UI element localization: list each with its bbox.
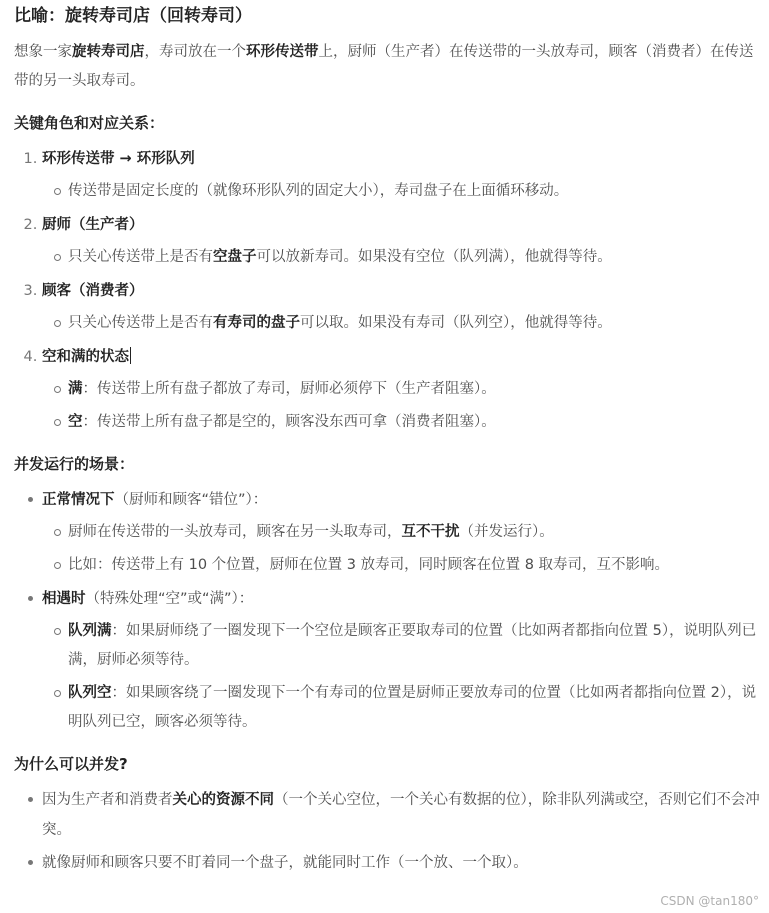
sub-text: 可以放新寿司。如果没有空位（队列满），他就得等待。	[256, 249, 612, 265]
page-title: 比喻：旋转寿司店（回转寿司）	[14, 6, 252, 26]
sub-list-item	[68, 617, 764, 675]
reason-list	[14, 785, 764, 878]
sub-list-item	[68, 375, 764, 404]
list-text: （一个关心空位，一个关心有数据的位），除非队列满或空，否则它们不会冲突。	[42, 792, 760, 838]
intro-text: 上，厨师（生产者）在传送带的一头放寿司，顾客（消费者）在传送带的另一头取寿司。	[14, 44, 754, 89]
section-heading-roles: 关键角色和对应关系：	[14, 114, 165, 132]
sub-list-item	[68, 408, 764, 437]
list-item	[42, 584, 764, 737]
sub-list-item	[68, 551, 764, 580]
text-cursor	[130, 347, 131, 364]
list-item	[42, 342, 764, 437]
list-item-title: 正常情况下	[42, 492, 115, 508]
sub-text: （并发运行）。	[459, 524, 554, 540]
list-item-title: 顾客（消费者）	[42, 283, 144, 299]
sub-bold: 空	[68, 414, 83, 430]
list-item	[42, 785, 764, 845]
roles-list	[14, 144, 764, 437]
list-item	[42, 485, 764, 580]
sub-bold: 空盘子	[213, 249, 257, 265]
list-item	[42, 210, 764, 272]
sub-list-item	[68, 243, 764, 272]
sub-text: ：传送带上所有盘子都放了寿司，厨师必须停下（生产者阻塞）。	[82, 381, 496, 397]
sub-list-item	[68, 679, 764, 737]
scenario-list	[14, 485, 764, 737]
article	[14, 0, 764, 878]
sub-list	[42, 617, 764, 737]
list-item-title: 环形传送带 → 环形队列	[42, 151, 195, 167]
intro-text: ，寿司放在一个	[144, 44, 246, 60]
sub-text: 传送带是固定长度的（就像环形队列的固定大小），寿司盘子在上面循环移动。	[68, 183, 569, 199]
watermark: CSDN @tan180°	[660, 894, 759, 908]
section-heading-concurrency: 并发运行的场景：	[14, 455, 135, 473]
list-item-note: （厨师和顾客“错位”）：	[114, 492, 268, 508]
sub-text: ：传送带上所有盘子都是空的，顾客没东西可拿（消费者阻塞）。	[82, 414, 496, 430]
list-text: 就像厨师和顾客只要不盯着同一个盘子，就能同时工作（一个放、一个取）。	[42, 855, 528, 871]
sub-text: ：如果顾客绕了一圈发现下一个有寿司的位置是厨师正要放寿司的位置（比如两者都指向位置 2），说明队列已空，顾客必须等待。	[68, 685, 757, 730]
sub-bold: 满	[68, 381, 83, 397]
list-item	[42, 144, 764, 206]
intro-bold: 旋转寿司店	[72, 44, 145, 60]
sub-list	[42, 375, 764, 437]
sub-list-item	[68, 177, 764, 206]
list-item	[42, 276, 764, 338]
sub-text: 厨师在传送带的一头放寿司，顾客在另一头取寿司，	[68, 524, 402, 540]
list-item-title: 空和满的状态	[42, 349, 129, 365]
sub-text: 可以取。如果没有寿司（队列空），他就得等待。	[300, 315, 612, 331]
list-text: 因为生产者和消费者	[42, 792, 173, 808]
sub-list-item	[68, 309, 764, 338]
sub-list-item	[68, 518, 764, 547]
sub-list	[42, 177, 764, 206]
sub-bold: 互不干扰	[401, 524, 460, 540]
sub-bold: 有寿司的盘子	[213, 315, 300, 331]
sub-text: 只关心传送带上是否有	[68, 315, 213, 331]
sub-text: 比如：传送带上有 10 个位置，厨师在位置 3 放寿司，同时顾客在位置 8 取寿司，互不影响。	[68, 557, 670, 573]
list-bold: 关心的资源不同	[172, 792, 274, 808]
intro-text: 想象一家	[14, 44, 72, 60]
list-item	[42, 848, 764, 878]
sub-list	[42, 309, 764, 338]
intro-bold: 环形传送带	[246, 44, 319, 60]
sub-list	[42, 243, 764, 272]
sub-text: 只关心传送带上是否有	[68, 249, 213, 265]
section-heading-why: 为什么可以并发?	[14, 755, 128, 773]
sub-bold: 队列空	[68, 685, 112, 701]
list-item-title: 厨师（生产者）	[42, 217, 144, 233]
sub-list	[42, 518, 764, 580]
list-item-note: （特殊处理“空”或“满”）：	[85, 591, 254, 607]
list-item-title: 相遇时	[42, 591, 86, 607]
intro-paragraph	[14, 38, 764, 96]
sub-bold: 队列满	[68, 623, 112, 639]
sub-text: ：如果厨师绕了一圈发现下一个空位是顾客正要取寿司的位置（比如两者都指向位置 5），说明队列已满，厨师必须等待。	[68, 623, 757, 668]
